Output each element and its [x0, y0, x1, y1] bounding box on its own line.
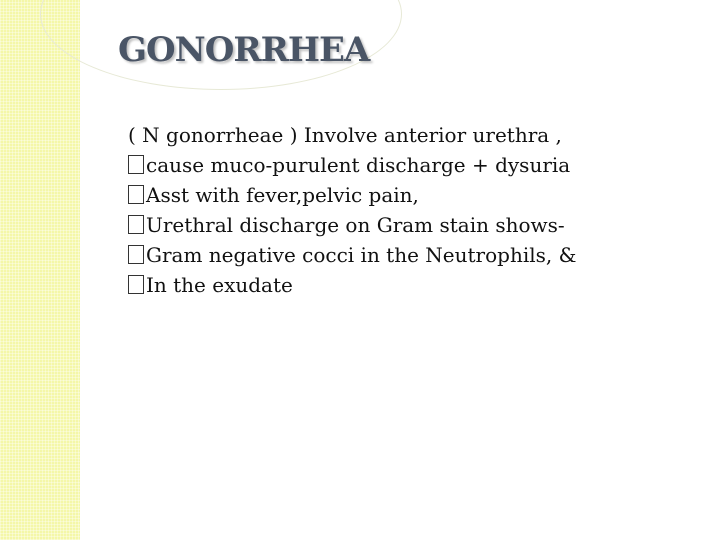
missing-glyph-box-icon: [128, 185, 144, 204]
missing-glyph-box-icon: [128, 275, 144, 294]
bullet-line-3: [128, 210, 708, 240]
missing-glyph-box-icon: [128, 245, 144, 264]
bullet-line-2: [128, 180, 708, 210]
bullet-line-1: [128, 150, 708, 180]
slide-title: GONORRHEA: [118, 30, 370, 70]
bullet-text-3: Urethral discharge on Gram stain shows-: [146, 213, 565, 237]
bullet-text-2: Asst with fever,pelvic pain,: [146, 183, 419, 207]
intro-line: ( N gonorrheae ) Involve anterior urethra ,: [128, 123, 562, 147]
bullet-text-5: In the exudate: [146, 273, 293, 297]
bullet-text-1: cause muco-purulent discharge + dysuria: [146, 153, 571, 177]
bullet-text-4: Gram negative cocci in the Neutrophils, &: [146, 243, 577, 267]
decorative-sidebar: [0, 0, 80, 540]
bullet-line-5: [128, 270, 708, 300]
missing-glyph-box-icon: [128, 155, 144, 174]
missing-glyph-box-icon: [128, 215, 144, 234]
bullet-line-4: [128, 240, 708, 270]
slide-body: [128, 120, 708, 300]
